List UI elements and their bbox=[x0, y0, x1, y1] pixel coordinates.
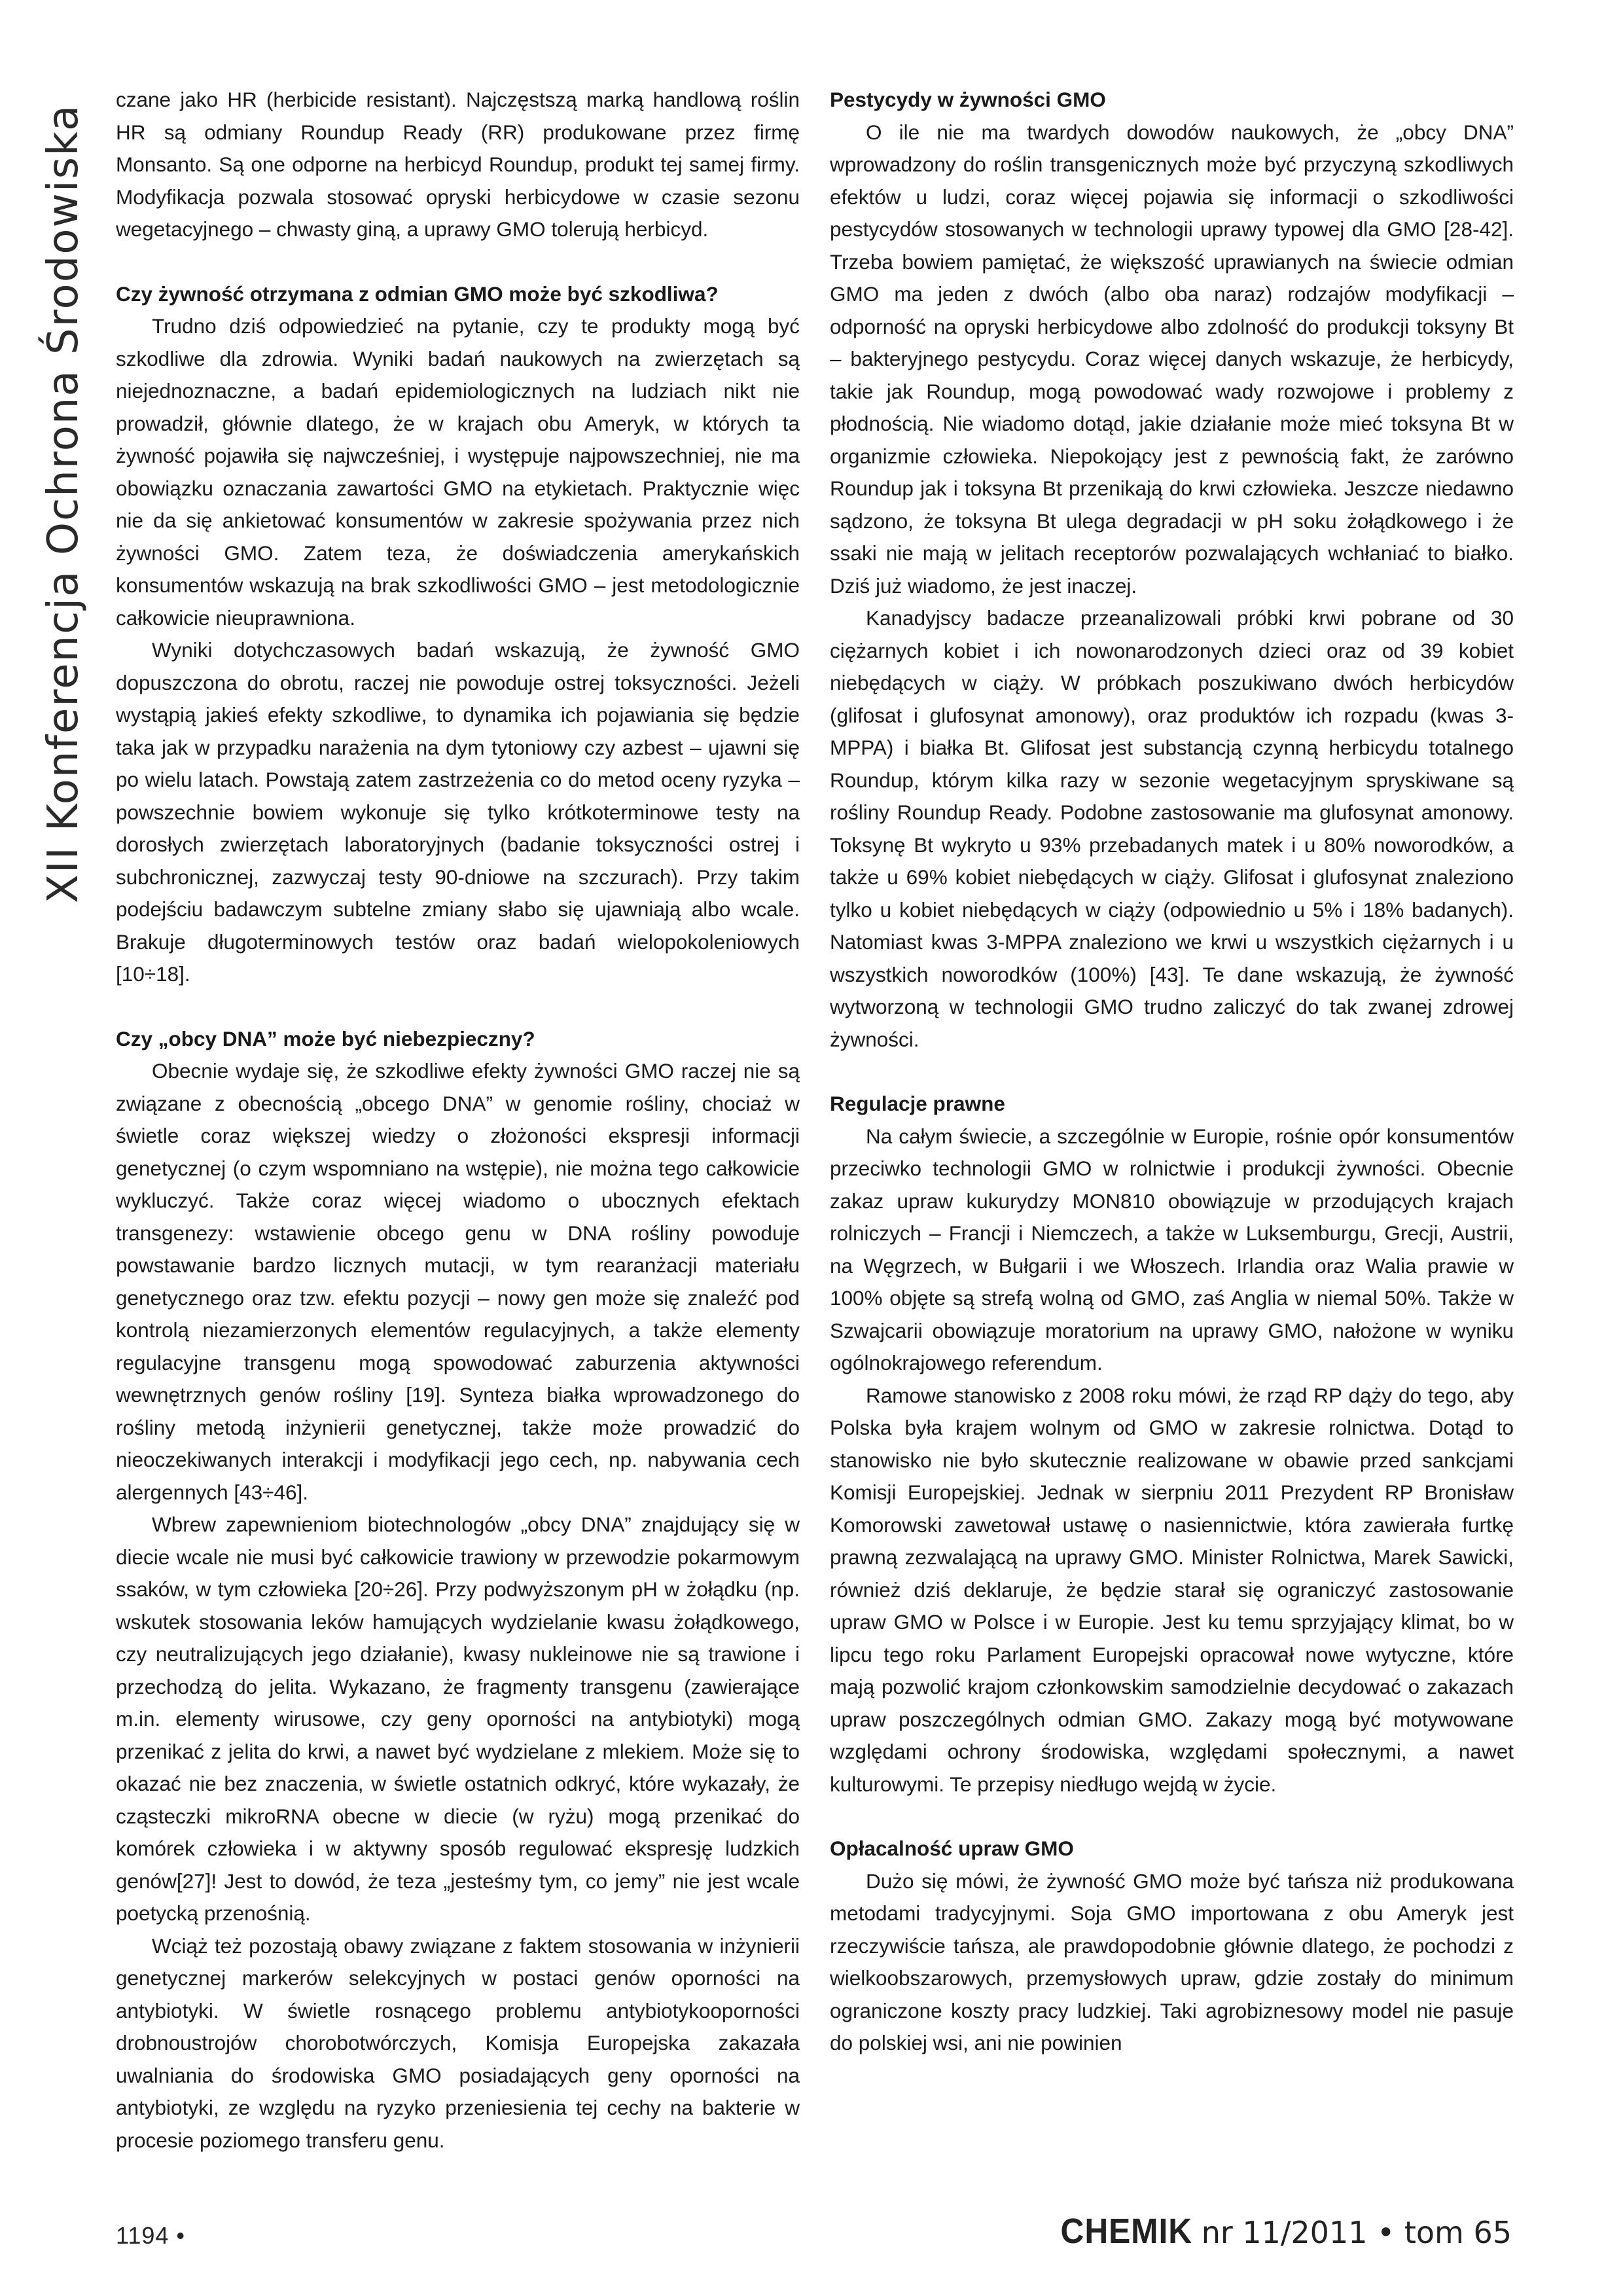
page-number: 1194 • bbox=[116, 2222, 186, 2249]
paragraph-harmful-1: Trudno dziś odpowiedzieć na pytanie, czy te produkty mogą być szkodliwe dla zdrowia. Wyniki badań naukowych na zwierzętach są niejednoznaczne, a badań epidemiologicznych na ludziach nikt nie prowadził, głównie dlatego, że w krajach obu Ameryk, w których ta żywność pojawiła się najwcześniej, i występuje najpowszechniej, nie ma obowiązku oznaczania zawartości GMO na etykietach. Praktycznie więc nie da się ankietować konsumentów w zakresie spożywania przez nich żywności GMO. Zatem teza, że doświadczenia amerykańskich konsumentów wskazują na brak szkodliwości GMO – jest metodologicznie całkowicie nieuprawniona. bbox=[116, 314, 800, 630]
paragraph-profitability-1: Dużo się mówi, że żywność GMO może być tańsza niż produkowana metodami tradycyjnymi. Soja GMO importowana z obu Ameryk jest rzeczywiście tańsza, ale prawdopodobnie głównie dlatego, że pochodzi z wielkoobszarowych, przemysłowych upraw, gdzie zostały do minimum ograniczone koszty pracy ludzkiej. Taki agrobiznesowy model nie pasuje do polskiej wsi, ani nie powinien bbox=[830, 1869, 1514, 2054]
paragraph-regulations-2: Ramowe stanowisko z 2008 roku mówi, że rząd RP dąży do tego, aby Polska była krajem wolnym od GMO w zakresie rolnictwa. Dotąd to stanowisko nie było skutecznie realizowane w obawie przed sankcjami Komisji Europejskiej. Jednak w sierpniu 2011 Prezydent RP Bronisław Komorowski zawetował ustawę o nasiennictwie, która zawierała furtkę prawną zezwalającą na uprawy GMO. Minister Rolnictwa, Marek Sawicki, również dziś deklaruje, że będzie starał się ograniczyć zastosowanie upraw GMO w Polsce i w Europie. Jest ku temu sprzyjający klimat, bo w lipcu tego roku Parlament Europejski opracował nowe wytyczne, które mają pozwolić krajom członkowskim samodzielnie decydować o zakazach upraw poszczególnych odmian GMO. Zakazy mogą być motywowane względami ochrony środowiska, względami społecznymi, a nawet kulturowymi. Te przepisy niedługo wejdą w życie. bbox=[830, 1383, 1514, 1796]
paragraph-foreign-dna-1: Obecnie wydaje się, że szkodliwe efekty żywności GMO raczej nie są związane z obecnością „obcego DNA” w genomie rośliny, chociaż w świetle coraz większej wiedzy o złożoności ekspresji informacji genetycznej (o czym wspomniano na wstępie), nie można tego całkowicie wykluczyć. Także coraz więcej wiadomo o ubocznych efektach transgenezy: wstawienie obcego genu w DNA rośliny powoduje powstawanie bardzo licznych mutacji, w tym rearanżacji materiału genetycznego oraz tzw. efektu pozycji – nowy gen może się znaleźć pod kontrolą niezamierzonych elementów regulacyjnych, a także elementy regulacyjne transgenu mogą spowodować zaburzenia aktywności wewnętrznych genów rośliny [19]. Synteza białka wprowadzonego do rośliny metodą inżynierii genetycznej, także może prowadzić do nieoczekiwanych interakcji i modyfikacji jego cech, np. nabywania cech alergennych [43÷46]. bbox=[116, 1059, 800, 1504]
paragraph-foreign-dna-2: Wbrew zapewnieniom biotechnologów „obcy DNA” znajdujący się w diecie wcale nie musi być całkowicie trawiony w przewodzie pokarmowym ssaków, w tym człowieka [20÷26]. Przy podwyższonym pH w żołądku (np. wskutek stosowania leków hamujących wydzielanie kwasu żołądkowego, czy neutralizujących jego działanie), kwasy nukleinowe nie są trawione i przechodzą do jelita. Wykazano, że fragmenty transgenu (zawierające m.in. elementy wirusowe, czy geny oporności na antybiotyki) mogą przenikać z jelita do krwi, a nawet być wydzielane z mlekiem. Może się to okazać nie bez znaczenia, w świetle ostatnich odkryć, które wykazały, że cząsteczki mikroRNA obecne w diecie (w ryżu) mogą przenikać do komórek człowieka i w aktywny sposób regulować ekspresję ludzkich genów[27]! Jest to dowód, że teza „jesteśmy tym, co jemy” nie jest wcale poetycką przenośnią. bbox=[116, 1513, 800, 1925]
heading-profitability: Opłacalność upraw GMO bbox=[830, 1837, 1074, 1860]
paragraph-foreign-dna-3: Wciąż też pozostają obawy związane z faktem stosowania w inżynierii genetycznej markerów selekcyjnych w postaci genów oporności na antybiotyki. W świetle rosnącego problemu antybiotykooporności drobnoustrojów chorobotwórczych, Komisja Europejska zakazała uwalniania do środowiska GMO posiadających geny oporności na antybiotyki, ze względu na ryzyko przeniesienia tej cechy na bakterie w procesie poziomego transferu genu. bbox=[116, 1933, 800, 2152]
paragraph-harmful-2: Wyniki dotychczasowych badań wskazują, że żywność GMO dopuszczona do obrotu, raczej nie powoduje ostrej toksyczności. Jeżeli wystąpią jakieś efekty szkodliwe, to dynamika ich pojawiania się będzie taka jak w przypadku narażenia na dym tytoniowy czy azbest – ujawni się po wielu latach. Powstają zatem zastrzeżenia co do metod oceny ryzyka – powszechnie bowiem wykonuje się tylko krótkoterminowe testy na dorosłych zwierzętach laboratoryjnych (badanie toksyczności ostrej i subchronicznej, zazwyczaj testy 90-dniowe na szczurach). Przy takim podejściu badawczym subtelne zmiany słabo się ujawniają albo wcale. Brakuje długoterminowych testów oraz badań wielopokoleniowych [10÷18]. bbox=[116, 638, 800, 986]
running-head-text: XII Konferencja Ochrona Środowiska bbox=[39, 103, 88, 903]
heading-pesticides: Pestycydy w żywności GMO bbox=[830, 88, 1106, 111]
right-column bbox=[830, 84, 1514, 2060]
left-column bbox=[116, 84, 800, 2157]
heading-regulations: Regulacje prawne bbox=[830, 1092, 1005, 1115]
issue-info: nr 11/2011 • tom 65 bbox=[1201, 2215, 1512, 2250]
paragraph-pesticides-1: O ile nie ma twardych dowodów naukowych, że „obcy DNA” wprowadzony do roślin transgenicznych może być przyczyną szkodliwych efektów u ludzi, coraz więcej pojawia się informacji o szkodliwości pestycydów stosowanych w technologii uprawy typowej dla GMO [28-42]. Trzeba bowiem pamiętać, że większość uprawianych na świecie odmian GMO ma jeden z dwóch (albo oba naraz) rodzajów modyfikacji – odporność na opryski herbicydowe albo zdolność do produkcji toksyny Bt – bakteryjnego pestycydu. Coraz więcej danych wskazuje, że herbicydy, takie jak Roundup, mogą powodować wady rozwojowe i problemy z płodnością. Nie wiadomo dotąd, jakie działanie może mieć toksyna Bt w organizmie człowieka. Niepokojący jest z pewnością fakt, że zarówno Roundup jak i toksyna Bt przenikają do krwi człowieka. Jeszcze niedawno sądzono, że toksyna Bt ulega degradacji w pH soku żołądkowego i że ssaki nie mają w jelitach receptorów pozwalających wchłaniać to białko. Dziś już wiadomo, że jest inaczej. bbox=[830, 120, 1514, 598]
paragraph-pesticides-2: Kanadyjscy badacze przeanalizowali próbki krwi pobrane od 30 ciężarnych kobiet i ich nowonarodzonych dzieci oraz od 39 kobiet niebędących w ciąży. W próbkach poszukiwano dwóch herbicydów (glifosat i glufosynat amonowy), oraz produktów ich rozpadu (kwas 3-MPPA) i białka Bt. Glifosat jest substancją czynną herbicydu totalnego Roundup, którym kilka razy w sezonie wegetacyjnym spryskiwane są rośliny Roundup Ready. Podobne zastosowanie ma glufosynat amonowy. Toksynę Bt wykryto u 93% przebadanych matek i u 80% noworodków, a także u 69% kobiet niebędących w ciąży. Glifosat i glufosynat znaleziono tylko u kobiet niebędących w ciąży (odpowiednio u 5% i 18% badanych). Natomiast kwas 3-MPPA znaleziono we krwi u wszystkich ciężarnych i u wszystkich noworodków (100%) [43]. Te dane wskazują, że żywność wytworzoną w technologii GMO trudno zaliczyć do tak zwanej zdrowej żywności. bbox=[830, 606, 1514, 1051]
paragraph-intro: czane jako HR (herbicide resistant). Najczęstszą marką handlową roślin HR są odmiany Roundup Ready (RR) produkowane przez firmę Monsanto. Są one odporne na herbicyd Roundup, produkt tej samej firmy. Modyfikacja pozwala stosować opryski herbicydowe w czasie sezonu wegetacyjnego – chwasty giną, a uprawy GMO tolerują herbicyd. bbox=[116, 88, 800, 241]
journal-logo: CHEMIK bbox=[1060, 2212, 1192, 2251]
journal-footer bbox=[1049, 2211, 1512, 2251]
heading-harmful: Czy żywność otrzymana z odmian GMO może być szkodliwa? bbox=[116, 281, 719, 306]
paragraph-regulations-1: Na całym świecie, a szczególnie w Europie, rośnie opór konsumentów przeciwko technologii GMO w rolnictwie i produkcji żywności. Obecnie zakaz upraw kukurydzy MON810 obowiązuje w przodujących krajach rolniczych – Francji i Niemczech, a także w Luksemburgu, Grecji, Austrii, na Węgrzech, w Bułgarii i we Włoszech. Irlandia oraz Walia prawie w 100% objęte są strefą wolną od GMO, zaś Anglia w niemal 50%. Także w Szwajcarii obowiązuje moratorium na uprawy GMO, nałożone w wyniku ogólnokrajowego referendum. bbox=[830, 1124, 1514, 1374]
heading-foreign-dna: Czy „obcy DNA” może być niebezpieczny? bbox=[116, 1026, 535, 1050]
